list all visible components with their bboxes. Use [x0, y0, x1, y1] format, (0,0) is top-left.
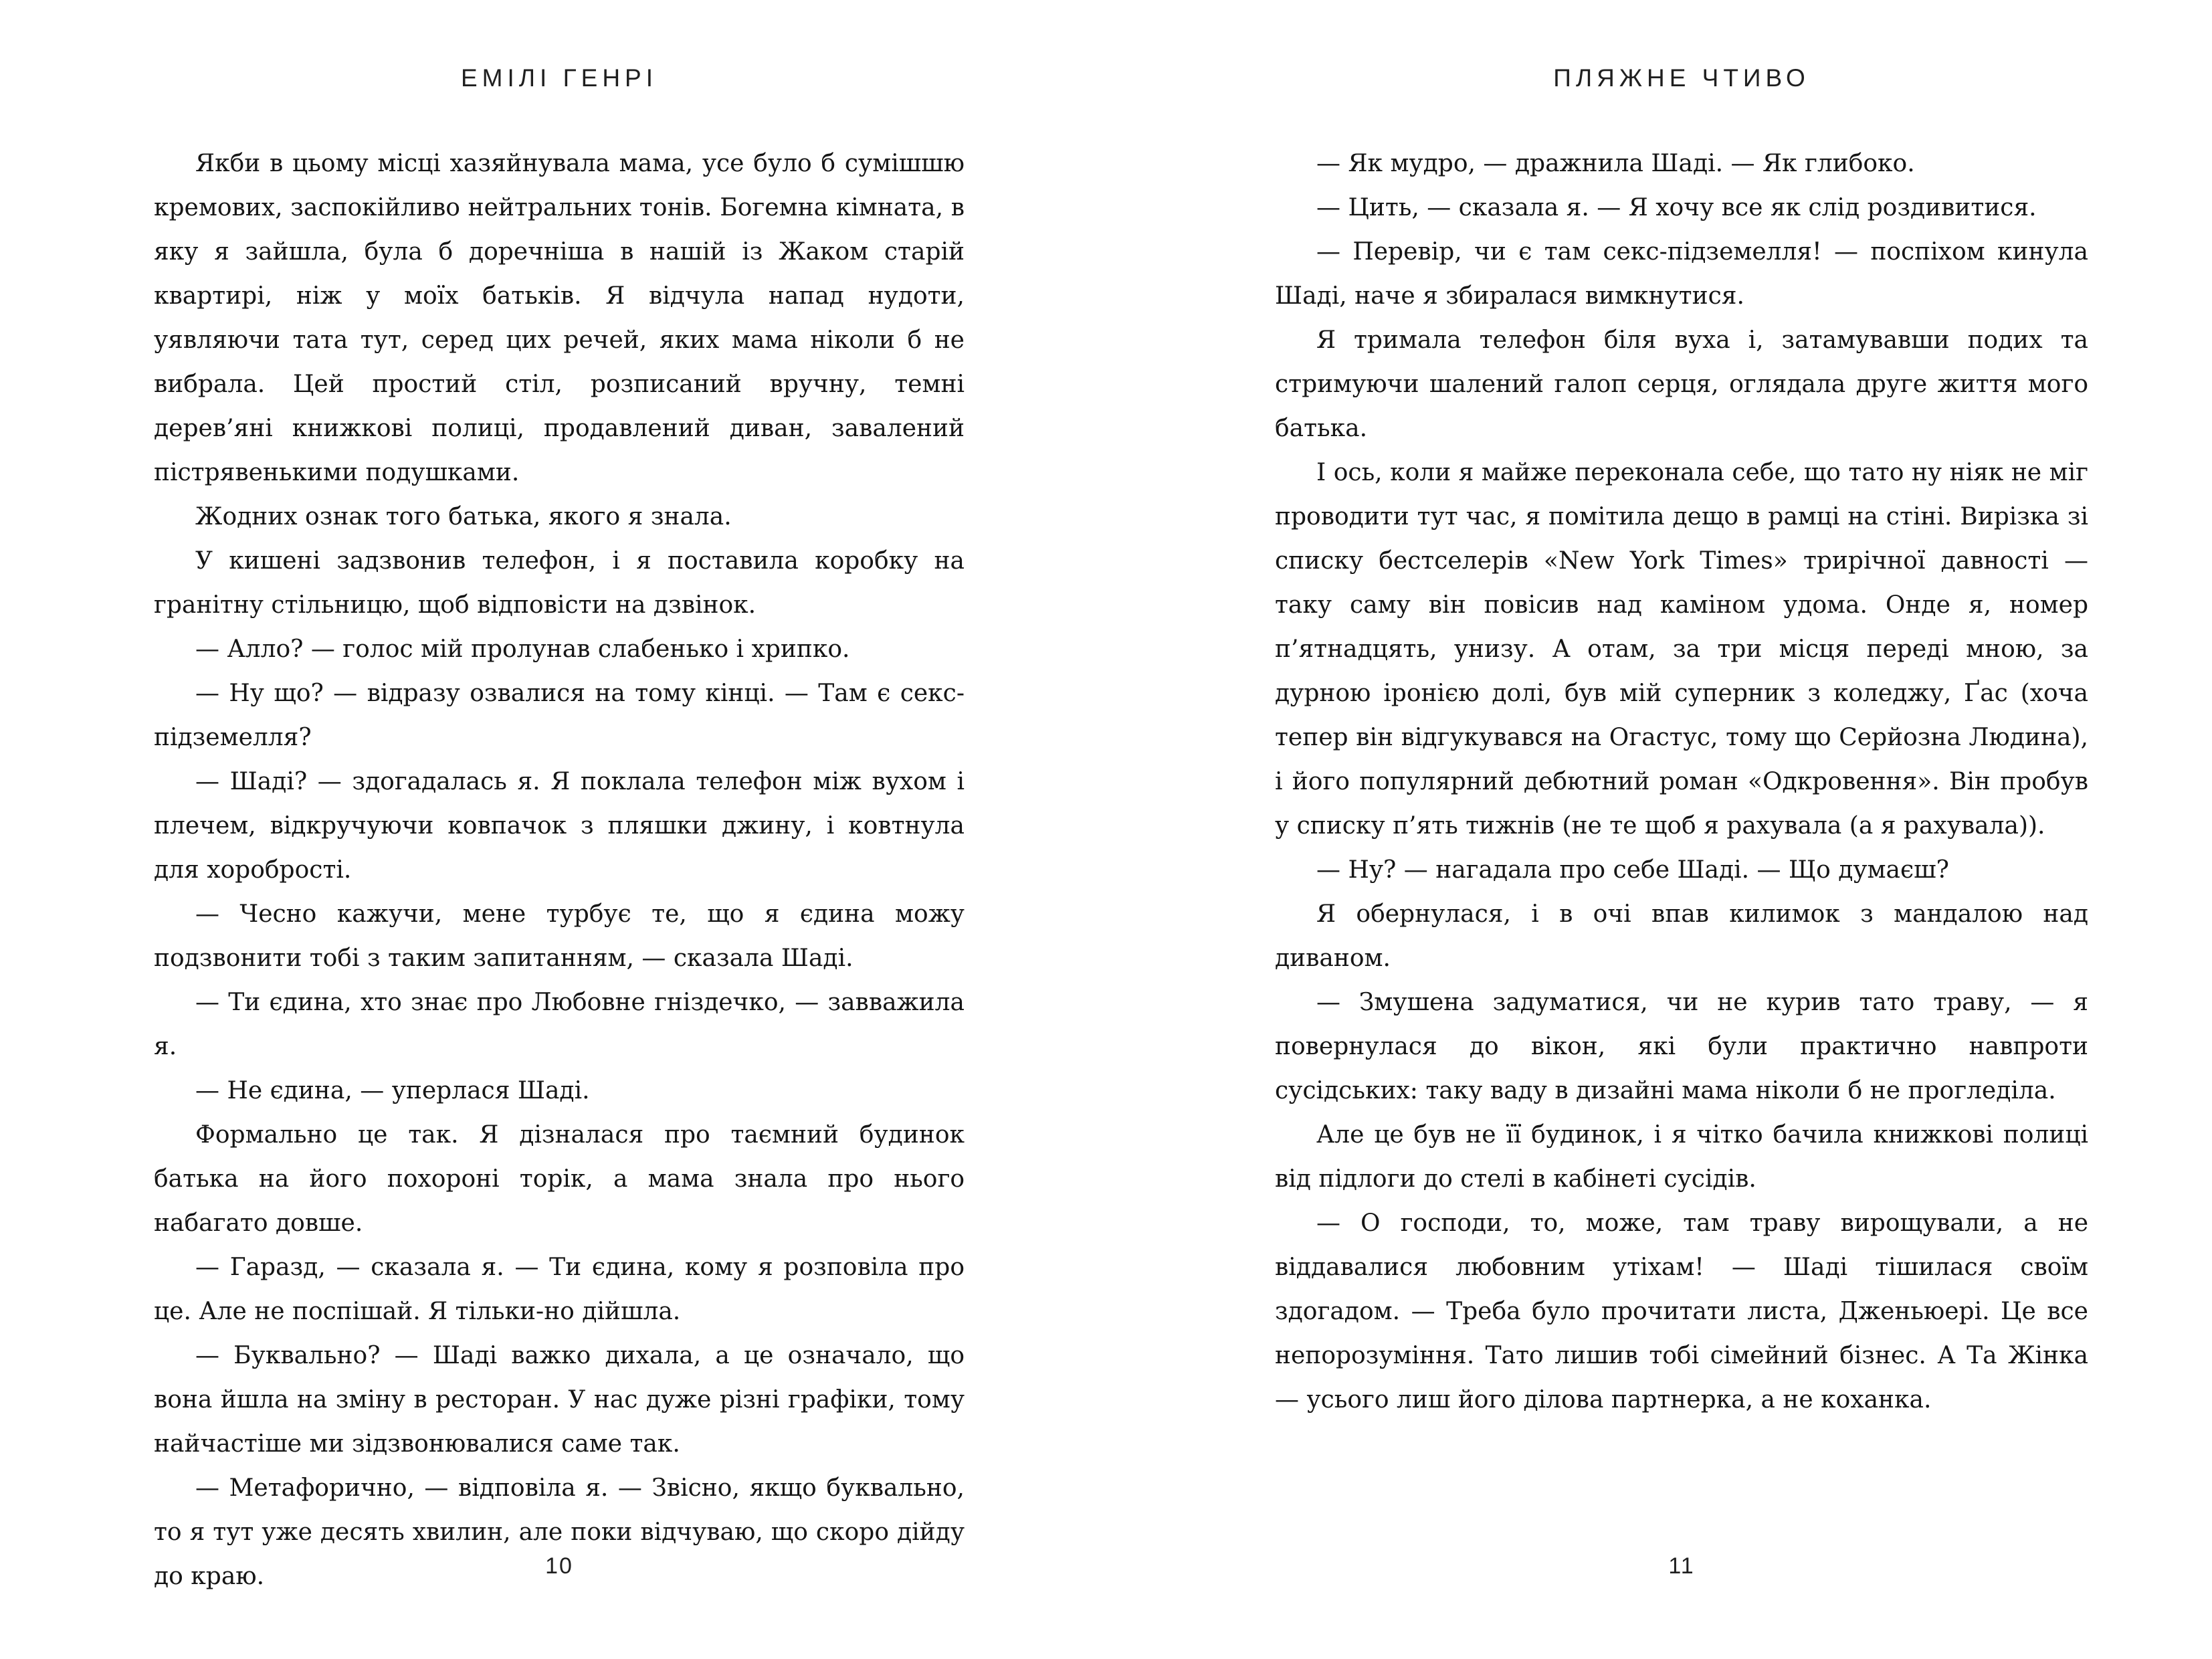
paragraph: — Ну? — нагадала про себе Шаді. — Що думаєш? — [1316, 856, 1949, 884]
paragraph: — Не єдина, — уперлася Шаді. — [195, 1077, 590, 1104]
paragraph: Жодних ознак того батька, якого я знала. — [195, 503, 732, 530]
paragraph: — Змушена задуматися, чи не курив тато траву, — я повернулася до вікон, які були практично навпроти сусідських: таку ваду в дизайні мама ніколи б не прогледіла. — [1275, 989, 2088, 1104]
paragraph: Я тримала телефон біля вуха і, затамувавши подих та стримуючи шалений галоп серця, оглядала друге життя мого батька. — [1275, 326, 2088, 442]
paragraph: — Гаразд, — сказала я. — Ти єдина, кому я розповіла про це. Але не поспішай. Я тільки-но дійшла. — [154, 1254, 965, 1325]
paragraph: — Ну що? — відразу озвалися на тому кінці. — Там є секс-підземелля? — [154, 680, 965, 751]
left-text-block — [154, 142, 965, 1599]
right-page — [1275, 0, 2088, 1659]
right-text-block — [1275, 142, 2088, 1422]
paragraph: — Буквально? — Шаді важко дихала, а це означало, що вона йшла на зміну в ресторан. У нас дуже різні графіки, тому найчастіше ми зідзвонювалися саме так. — [154, 1342, 965, 1458]
right-page-number: 11 — [1668, 1553, 1695, 1579]
paragraph: — Ти єдина, хто знає про Любовне гніздечко, — завважила я. — [154, 989, 965, 1060]
right-running-header: ПЛЯЖНЕ ЧТИВО — [1553, 64, 1810, 92]
left-running-header: ЕМІЛІ ГЕНРІ — [460, 64, 658, 92]
paragraph: — Цить, — сказала я. — Я хочу все як слід роздивитися. — [1316, 194, 2037, 221]
paragraph: — Шаді? — здогадалась я. Я поклала телефон між вухом і плечем, відкручуючи ковпачок з пляшки джину, і ковтнула для хоробрості. — [154, 768, 965, 884]
paragraph: — Чесно кажучи, мене турбує те, що я єдина можу подзвонити тобі з таким запитанням, — сказала Шаді. — [154, 900, 965, 972]
paragraph: Якби в цьому місці хазяйнувала мама, усе було б сумішшю кремових, заспокійливо нейтральних тонів. Богемна кімната, в яку я зайшла, була б доречніша в нашій із Жаком старій квартирі, ніж у моїх батьків. Я відчула напад нудоти, уявляючи тата тут, серед цих речей, яких мама ніколи б не вибрала. Цей простий стіл, розписаний вручну, темні дерев’яні книжкові полиці, продавлений диван, завалений пістрявенькими подушками. — [154, 150, 965, 486]
left-page — [154, 0, 965, 1659]
paragraph: Але це був не її будинок, і я чітко бачила книжкові полиці від підлоги до стелі в кабінеті сусідів. — [1275, 1121, 2088, 1193]
paragraph: — Перевір, чи є там секс-підземелля! — поспіхом кинула Шаді, наче я збиралася вимкнутися. — [1275, 238, 2088, 310]
left-page-number: 10 — [545, 1553, 573, 1579]
paragraph: — Як мудро, — дражнила Шаді. — Як глибоко. — [1316, 150, 1915, 177]
paragraph: У кишені задзвонив телефон, і я поставила коробку на гранітну стільницю, щоб відповісти на дзвінок. — [154, 547, 965, 619]
paragraph: Я обернулася, і в очі впав килимок з мандалою над диваном. — [1275, 900, 2088, 972]
paragraph: — О господи, то, може, там траву вирощували, а не віддавалися любовним утіхам! — Шаді тішилася своїм здогадом. — Треба було прочитати листа, Дженьюері. Це все непорозуміння. Тато лишив тобі сімейний бізнес. А Та Жінка — усього лиш його ділова партнерка, а не коханка. — [1275, 1209, 2088, 1413]
paragraph: Формально це так. Я дізналася про таємний будинок батька на його похороні торік, а мама знала про нього набагато довше. — [154, 1121, 965, 1237]
paragraph: — Метафорично, — відповіла я. — Звісно, якщо буквально, то я тут уже десять хвилин, але поки відчуваю, що скоро дійду до краю. — [154, 1474, 965, 1590]
paragraph: — Алло? — голос мій пролунав слабенько і хрипко. — [195, 636, 850, 663]
paragraph: І ось, коли я майже переконала себе, що тато ну ніяк не міг проводити тут час, я помітила дещо в рамці на стіні. Вирізка зі списку бестселерів «New York Times» трирічної давності — таку саму він повісив над каміном удома. Онде я, номер п’ятнадцять, унизу. А отам, за три місця переді мною, за дурною іронією долі, був мій суперник з коледжу, Ґас (хоча тепер він відгукувався на Огастус, тому що Серйозна Людина), і його популярний дебютний роман «Одкровення». Він пробув у списку п’ять тижнів (не те щоб я рахувала (а я рахувала)). — [1275, 459, 2088, 840]
